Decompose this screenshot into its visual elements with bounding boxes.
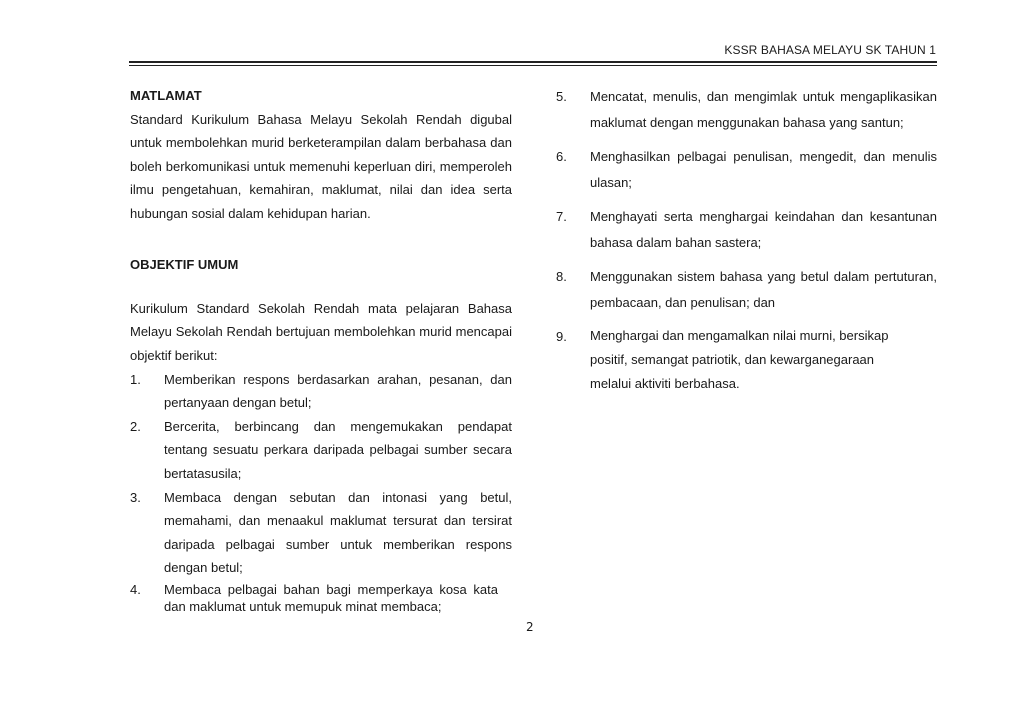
list-item [130, 368, 512, 415]
list-item [556, 204, 937, 256]
list-item [130, 578, 512, 618]
page-number: 2 [526, 620, 534, 634]
list-item-number: 9. [556, 329, 567, 344]
running-header: KSSR BAHASA MELAYU SK TAHUN 1 [724, 43, 936, 57]
list-item-number: 8. [556, 269, 567, 284]
list-item-text: Menghayati serta menghargai keindahan dan kesantunan bahasa dalam bahan sastera; [590, 209, 937, 250]
list-item [556, 324, 937, 396]
objektif-heading: OBJEKTIF UMUM [130, 257, 239, 273]
list-item [556, 84, 937, 136]
list-item [556, 144, 937, 196]
list-item-text: Menghargai dan mengamalkan nilai murni, bersikap positif, semangat patriotik, dan kewarganegaraan melalui aktiviti berbahasa. [590, 328, 889, 391]
list-item-number: 3. [130, 489, 141, 505]
list-item-text: Menghasilkan pelbagai penulisan, mengedit, dan menulis ulasan; [590, 149, 937, 190]
matlamat-heading: MATLAMAT [130, 88, 202, 103]
list-item [130, 415, 512, 486]
left-column [130, 84, 512, 618]
list-item-number: 1. [130, 371, 141, 387]
list-item-text: Bercerita, berbincang dan mengemukakan pendapat tentang sesuatu perkara daripada pelbagai sumber secara bertatasusila; [164, 418, 512, 481]
list-item-number: 5. [556, 89, 567, 104]
list-item-number: 2. [130, 418, 141, 434]
list-item-number: 6. [556, 149, 567, 164]
right-column [556, 84, 937, 404]
list-item-number: 7. [556, 209, 567, 224]
list-item-text: Menggunakan sistem bahasa yang betul dalam pertuturan, pembacaan, dan penulisan; dan [590, 269, 937, 310]
list-item [130, 486, 512, 580]
header-rule-thin [129, 65, 937, 66]
list-item-text: Membaca dengan sebutan dan intonasi yang betul, memahami, dan menaakul maklumat tersurat dan tersirat daripada pelbagai sumber untuk memberikan respons dengan betul; [164, 489, 512, 576]
list-item-text: Memberikan respons berdasarkan arahan, pesanan, dan pertanyaan dengan betul; [164, 371, 512, 411]
list-item-text: Mencatat, menulis, dan mengimlak untuk mengaplikasikan maklumat dengan menggunakan bahasa yang santun; [590, 89, 937, 130]
objektif-intro: Kurikulum Standard Sekolah Rendah mata pelajaran Bahasa Melayu Sekolah Rendah bertujuan membolehkan murid mencapai objektif berikut: [130, 300, 512, 363]
list-item [556, 264, 937, 316]
header-rule-thick [129, 61, 937, 63]
list-item-number: 4. [130, 581, 141, 597]
list-item-text: Membaca pelbagai bahan bagi memperkaya kosa kata dan maklumat untuk memupuk minat membaca; [164, 581, 498, 614]
matlamat-paragraph: Standard Kurikulum Bahasa Melayu Sekolah Rendah digubal untuk membolehkan murid berketerampilan dalam berbahasa dan boleh berkomunikasi untuk memenuhi keperluan diri, memperoleh ilmu pengetahuan, kemahiran, maklumat, nilai dan idea serta hubungan sosial dalam kehidupan harian. [130, 111, 512, 221]
